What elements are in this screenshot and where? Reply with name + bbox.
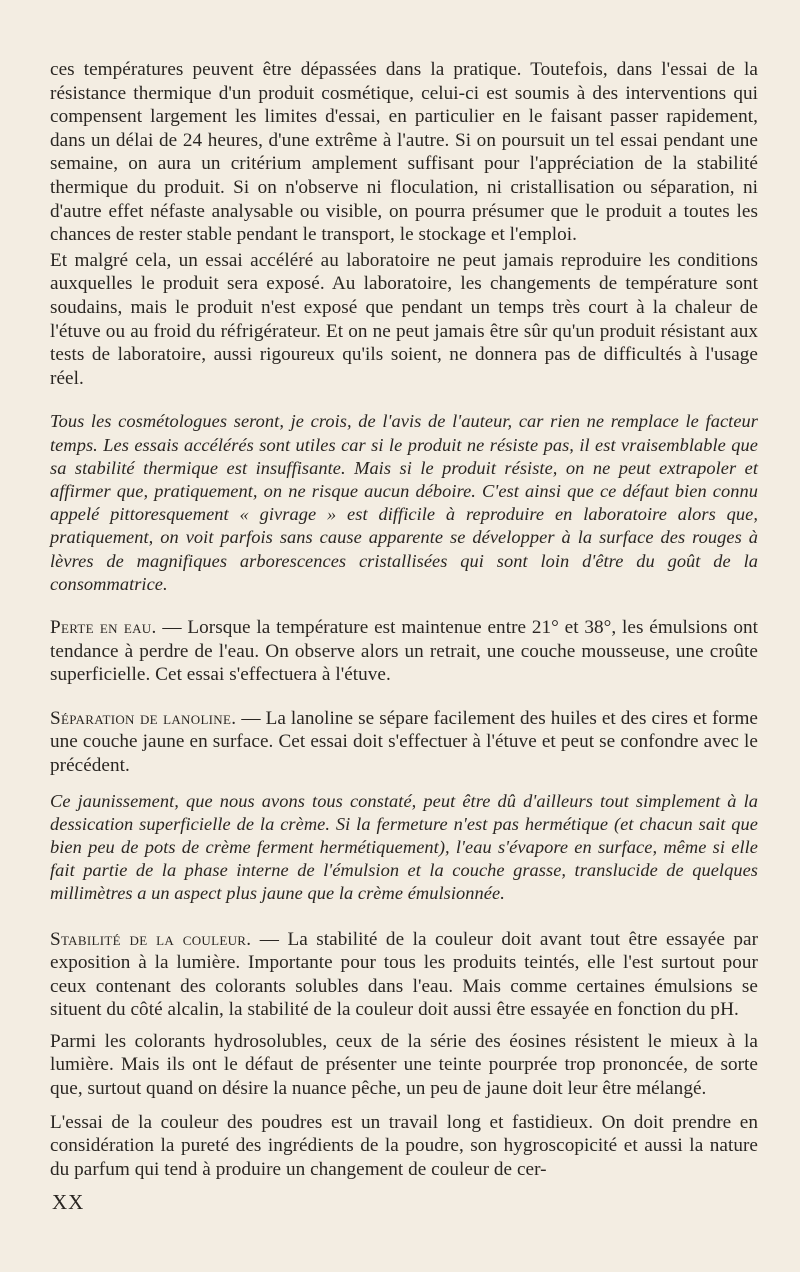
section-color-stability — [50, 928, 758, 1022]
section-text-water-loss: — Lorsque la température est maintenue entre 21° et 38°, les émulsions ont tendance à perdre de l'eau. On observe alors un retrait, une couche mousseuse, une croûte superficielle. Cet essai s'effectuera à l'étuve. — [50, 616, 758, 686]
paragraph-thermal-test: ces températures peuvent être dépassées dans la pratique. Toutefois, dans l'essai de la résistance thermique d'un produit cosmétique, celui-ci est soumis à des interventions qui compensent largement les limites d'essai, en particulier en le faisant passer rapidement, dans un délai de 24 heures, d'une extrême à l'autre. Si on poursuit un tel essai pendant une semaine, on aura un critérium amplement suffisant pour l'appréciation de la stabilité thermique du produit. Si on n'observe ni floculation, ni cristallisation ou séparation, ni d'autre effet néfaste analysable ou visible, on pourra présumer que le produit a toutes les chances de rester stable pendant le transport, le stockage et l'emploi. — [50, 59, 758, 246]
section-heading-water-loss: Perte en eau. — [50, 616, 157, 638]
section-water-loss — [50, 616, 758, 687]
paragraph-powder-test: L'essai de la couleur des poudres est un travail long et fastidieux. On doit prendre en considération la pureté des ingrédients de la poudre, son hygroscopicité et aussi la nature du parfum qui tend à produire un changement de couleur de cer- — [50, 1111, 758, 1180]
italic-commentary-time-factor: Tous les cosmétologues seront, je crois, de l'avis de l'auteur, car rien ne remplace le facteur temps. Les essais accélérés sont utiles car si le produit ne résiste pas, il est vraisemblable que sa stabilité thermique est insuffisante. Mais si le produit résiste, on ne peut extrapoler et affirmer que, pratiquement, on ne risque aucun déboire. C'est ainsi que ce défaut bien connu appelé pittoresquement « givrage » est difficile à reproduire en laboratoire alors que, pratiquement, on voit parfois sans cause apparente se développer à la surface des rouges à lèvres de magnifiques arborescences cristallisées qui sont loin d'être du goût de la consommatrice. — [50, 411, 758, 594]
paragraph-accelerated-test: Et malgré cela, un essai accéléré au laboratoire ne peut jamais reproduire les conditions auxquelles le produit sera exposé. Au laboratoire, les changements de température sont soudains, mais le produit n'est exposé que pendant un temps très court à la chaleur de l'étuve ou au froid du réfrigérateur. Et on ne peut jamais être sûr qu'un produit résistant aux tests de laboratoire, aussi rigoureux qu'ils soient, ne donnera pas de difficultés à l'usage réel. — [50, 249, 758, 389]
section-text-lanolin: — La lanoline se sépare facilement des huiles et des cires et forme une couche jaune en surface. Cet essai doit s'effectuer à l'étuve et peut se confondre avec le précédent. — [50, 707, 759, 776]
section-lanolin-separation — [50, 707, 758, 778]
page-folio: XX — [52, 1190, 85, 1214]
paragraph-eosin-dyes: Parmi les colorants hydrosolubles, ceux de la série des éosines résistent le mieux à la lumière. Mais ils ont le défaut de présenter une teinte pourprée trop prononcée, de sorte que, surtout quand on désire la nuance pêche, un peu de jaune doit leur être mélangé. — [50, 1030, 758, 1100]
italic-commentary-yellowing: Ce jaunissement, que nous avons tous constaté, peut être dû d'ailleurs tout simplement à la dessication superficielle de la crème. Si la fermeture n'est pas hermétique (et chacun sait que bien peu de pots de crème ferment hermétiquement), l'eau s'évapore en surface, même si elle fait partie de la phase interne de l'émulsion et la couche grasse, translucide de quelques millimètres a un aspect plus jaune que la crème émulsionnée. — [50, 790, 758, 904]
section-heading-color-stability: Stabilité de la couleur. — [50, 928, 252, 950]
section-heading-lanolin: Séparation de lanoline. — [50, 707, 237, 729]
section-text-color-stability: — La stabilité de la couleur doit avant tout être essayée par exposition à la lumière. Importante pour tous les produits teintés, elle l'est surtout pour ceux contenant des colorants solubles dans l'eau. Mais comme certaines émulsions se situent du côté alcalin, la stabilité de la couleur doit aussi être essayée en fonction du pH. — [50, 928, 759, 1021]
